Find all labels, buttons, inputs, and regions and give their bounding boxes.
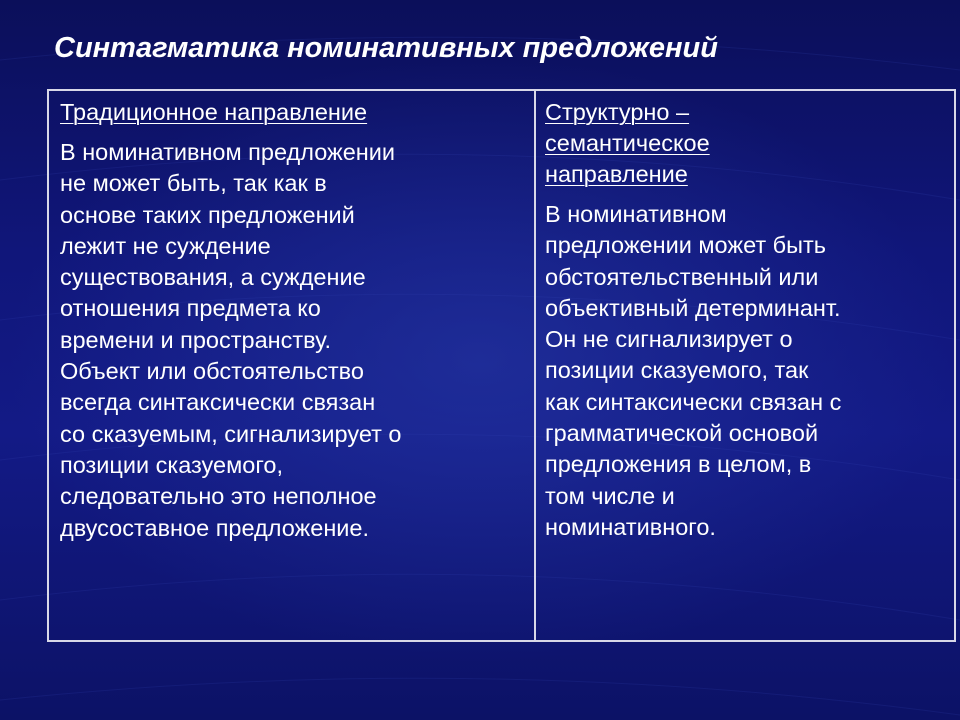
column-body-traditional: В номинативном предложении не может быть, так как в основе таких предложений лежит не суждение существования, а суждение отношения предмета ко времени и пространству. Объект или обстоятельство всегда синтаксически связан со сказуемым, сигнализирует о позиции сказуемого, следовательно это неполное двусоставное предложение.: [60, 139, 402, 541]
column-body-structural-semantic: В номинативном предложении может быть обстоятельственный или объективный детерминант. Он не сигнализирует о позиции сказуемого, так как синтаксически связан с грамматической основой предложения в целом, в том числе и номинативного.: [545, 201, 842, 540]
column-heading-structural-semantic: Структурно – семантическое направление: [545, 99, 710, 187]
column-structural-semantic: [536, 91, 954, 640]
slide-title: Синтагматика номинативных предложений: [54, 32, 718, 64]
column-traditional: [49, 91, 536, 640]
comparison-table: [47, 89, 956, 642]
column-heading-traditional: Традиционное направление: [60, 99, 368, 125]
